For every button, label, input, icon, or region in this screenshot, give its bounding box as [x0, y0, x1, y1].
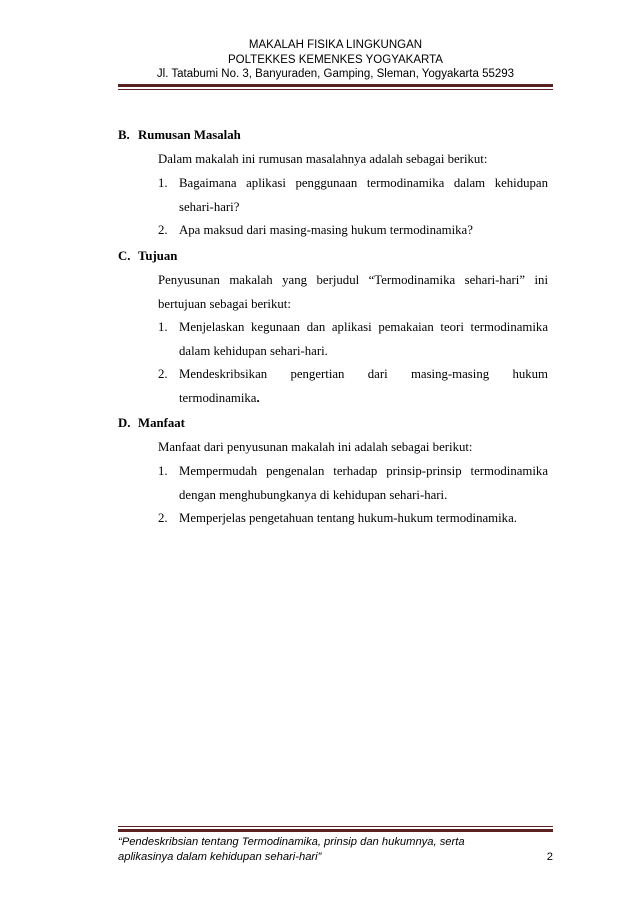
footer-title: “Pendeskribsian tentang Termodinamika, prinsip dan hukumnya, serta aplikasinya dalam kehidupan sehari-hari”: [118, 836, 465, 863]
list-item: [118, 507, 548, 531]
section-letter: D.: [118, 416, 131, 430]
section-manfaat: [118, 410, 548, 531]
footer-rule-thin: [118, 826, 553, 827]
section-intro: Manfaat dari penyusunan makalah ini adalah sebagai berikut:: [158, 440, 473, 454]
section-intro: Dalam makalah ini rumusan masalahnya adalah sebagai berikut:: [158, 152, 488, 166]
list-text: Mempermudah pengenalan terhadap prinsip-prinsip termodinamika dengan menghubungkanya di kehidupan sehari-hari.: [179, 464, 548, 502]
section-title: Tujuan: [138, 249, 178, 263]
footer-rule-thick: [118, 829, 553, 832]
section-title: Rumusan Masalah: [138, 128, 241, 142]
list-item: [118, 219, 548, 243]
list-item: [118, 460, 548, 507]
header-address: Jl. Tatabumi No. 3, Banyuraden, Gamping, Sleman, Yogyakarta 55293: [156, 68, 515, 80]
list-item: [118, 172, 548, 219]
list-number: 1.: [158, 464, 168, 478]
section-title: Manfaat: [138, 416, 185, 430]
section-letter: B.: [118, 128, 130, 142]
header-rule-thin: [118, 89, 553, 90]
list-text-end: .: [256, 390, 260, 405]
list-item: [118, 316, 548, 363]
section-intro: Penyusunan makalah yang berjudul “Termodinamika sehari-hari” ini bertujuan sebagai berikut:: [158, 273, 548, 311]
page-footer: [118, 835, 553, 865]
section-heading: [118, 243, 548, 269]
list-text: Apa maksud dari masing-masing hukum termodinamika?: [179, 223, 473, 237]
header-institution: POLTEKKES KEMENKES YOGYAKARTA: [228, 53, 443, 66]
list-text-continued: termodinamika: [179, 390, 257, 405]
page-number: 2: [546, 851, 553, 863]
section-tujuan: [118, 243, 548, 410]
list-item: [118, 363, 548, 410]
list-number: 2.: [158, 367, 168, 381]
header-rule-thick: [118, 84, 553, 87]
list-number: 2.: [158, 223, 168, 237]
list-text: Mendeskribsikan pengertian dari masing-masing hukum: [179, 367, 548, 381]
section-letter: C.: [118, 249, 131, 263]
list-number: 1.: [158, 320, 168, 334]
section-heading: [118, 122, 548, 148]
section-rumusan-masalah: [118, 122, 548, 243]
header-title: MAKALAH FISIKA LINGKUNGAN: [248, 39, 423, 51]
section-heading: [118, 410, 548, 436]
document-body: [118, 122, 548, 531]
list-text: Memperjelas pengetahuan tentang hukum-hukum termodinamika.: [179, 511, 517, 525]
page-header: [118, 38, 553, 82]
list-number: 1.: [158, 176, 168, 190]
list-number: 2.: [158, 511, 168, 525]
list-text: Bagaimana aplikasi penggunaan termodinamika dalam kehidupan sehari-hari?: [179, 176, 548, 214]
list-text: Menjelaskan kegunaan dan aplikasi pemakaian teori termodinamika dalam kehidupan sehari-hari.: [179, 320, 548, 358]
